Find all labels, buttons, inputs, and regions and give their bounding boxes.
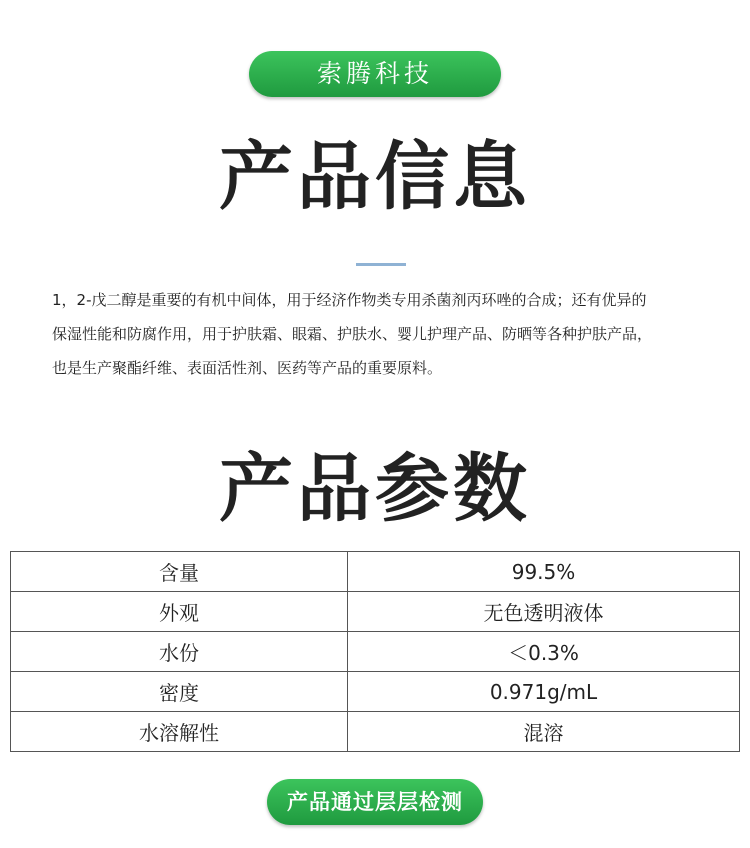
table-row bbox=[11, 712, 740, 752]
param-value: 无色透明液体 bbox=[348, 592, 740, 632]
param-label: 密度 bbox=[11, 672, 348, 712]
product-description bbox=[52, 283, 717, 385]
param-value: 混溶 bbox=[348, 712, 740, 752]
description-line: 保湿性能和防腐作用，用于护肤霜、眼霜、护肤水、婴儿护理产品、防晒等各种护肤产品， bbox=[52, 325, 653, 343]
table-row bbox=[11, 552, 740, 592]
params-table bbox=[10, 551, 740, 752]
table-row bbox=[11, 592, 740, 632]
description-line: 1，2-戊二醇是重要的有机中间体，用于经济作物类专用杀菌剂丙环唑的合成；还有优异的 bbox=[52, 291, 647, 309]
param-value: 0.971g/mL bbox=[348, 672, 740, 712]
product-params-heading: 产品参数 bbox=[219, 446, 531, 532]
param-label: 含量 bbox=[11, 552, 348, 592]
param-value: 99.5% bbox=[348, 552, 740, 592]
description-line: 也是生产聚酯纤维、表面活性剂、医药等产品的重要原料。 bbox=[52, 359, 443, 377]
param-label: 外观 bbox=[11, 592, 348, 632]
product-info-heading: 产品信息 bbox=[219, 134, 531, 220]
table-row bbox=[11, 672, 740, 712]
param-value: ＜0.3% bbox=[348, 632, 740, 672]
section-divider bbox=[356, 263, 406, 266]
param-label: 水溶解性 bbox=[11, 712, 348, 752]
param-label: 水份 bbox=[11, 632, 348, 672]
inspection-badge: 产品通过层层检测 bbox=[267, 779, 483, 825]
table-row bbox=[11, 632, 740, 672]
brand-badge: 索腾科技 bbox=[249, 51, 501, 97]
